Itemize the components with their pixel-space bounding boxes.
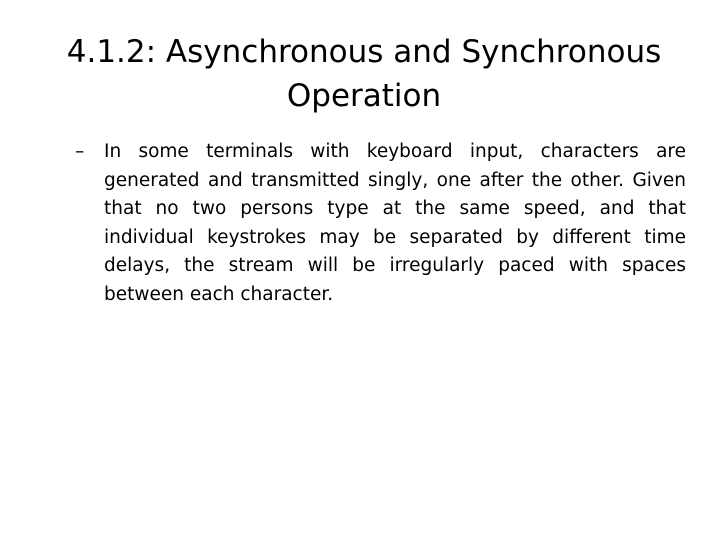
bullet-item — [70, 138, 686, 310]
slide-title: 4.1.2: Asynchronous and Synchronous Operation — [66, 34, 662, 114]
bullet-text: In some terminals with keyboard input, characters are generated and transmitted singly, one after the other. Given that no two persons type at the same speed, and that individual keystrokes may be separated by different time delays, the stream will be irregularly paced with spaces between each character. — [104, 141, 686, 305]
dash-bullet-icon: – — [75, 141, 85, 162]
bullet-list — [70, 138, 686, 310]
